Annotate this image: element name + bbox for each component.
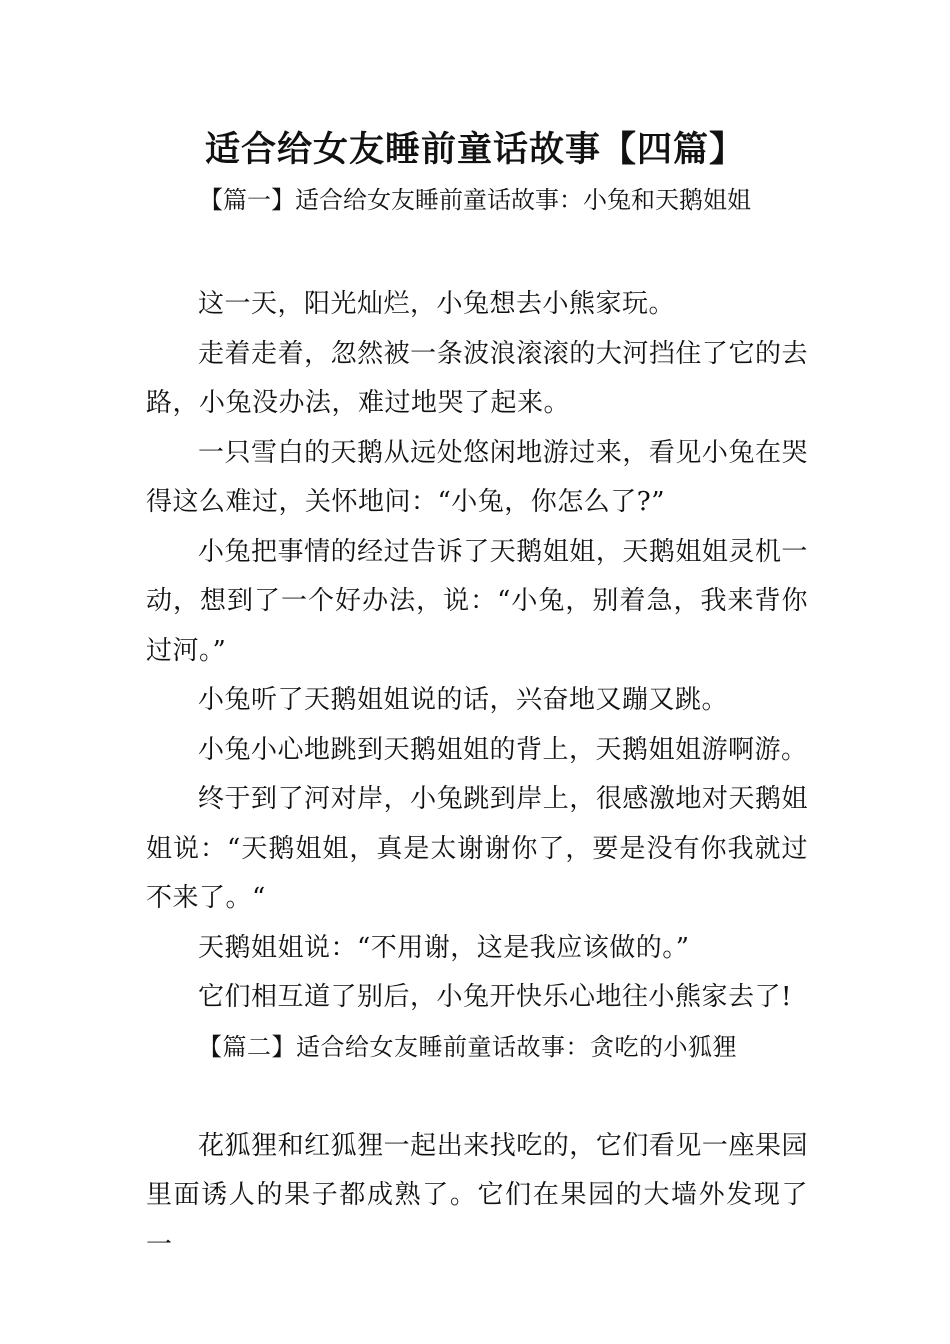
paragraph: 一只雪白的天鹅从远处悠闲地游过来，看见小兔在哭得这么难过，关怀地问：“小兔，你怎么了?”: [146, 437, 808, 517]
paragraph: 它们相互道了别后，小兔开快乐心地往小熊家去了!: [198, 982, 792, 1012]
paragraph: 天鹅姐姐说：“不用谢，这是我应该做的。”: [198, 932, 690, 963]
paragraph: 走着走着，忽然被一条波浪滚滚的大河挡住了它的去路，小兔没办法，难过地哭了起来。: [146, 338, 808, 418]
paragraph: 花狐狸和红狐狸一起出来找吃的，它们看见一座果园里面诱人的果子都成熟了。它们在果园的大墙外发现了一: [146, 1130, 808, 1260]
document-title: 适合给女友睡前童话故事【四篇】: [204, 130, 745, 170]
paragraph: 这一天，阳光灿烂，小兔想去小熊家玩。: [198, 289, 676, 319]
paragraph: 小兔把事情的经过告诉了天鹅姐姐，天鹅姐姐灵机一动，想到了一个好办法，说：“小兔，别着急，我来背你过河。”: [146, 536, 808, 666]
blank-line: [146, 1072, 808, 1122]
paragraph: 小兔听了天鹅姐姐说的话，兴奋地又蹦又跳。: [198, 685, 729, 715]
section-1-heading: 【篇一】适合给女友睡前童话故事：小兔和天鹅姐姐: [199, 186, 751, 214]
document-body: [146, 280, 808, 1270]
paragraph: 终于到了河对岸，小兔跳到岸上，很感激地对天鹅姐姐说：“天鹅姐姐，真是太谢谢你了，要是没有你我就过不来了。“: [146, 784, 808, 913]
paragraph: 小兔小心地跳到天鹅姐姐的背上，天鹅姐姐游啊游。: [198, 734, 808, 765]
section-2-heading: 【篇二】适合给女友睡前童话故事：贪吃的小狐狸: [198, 1032, 737, 1061]
